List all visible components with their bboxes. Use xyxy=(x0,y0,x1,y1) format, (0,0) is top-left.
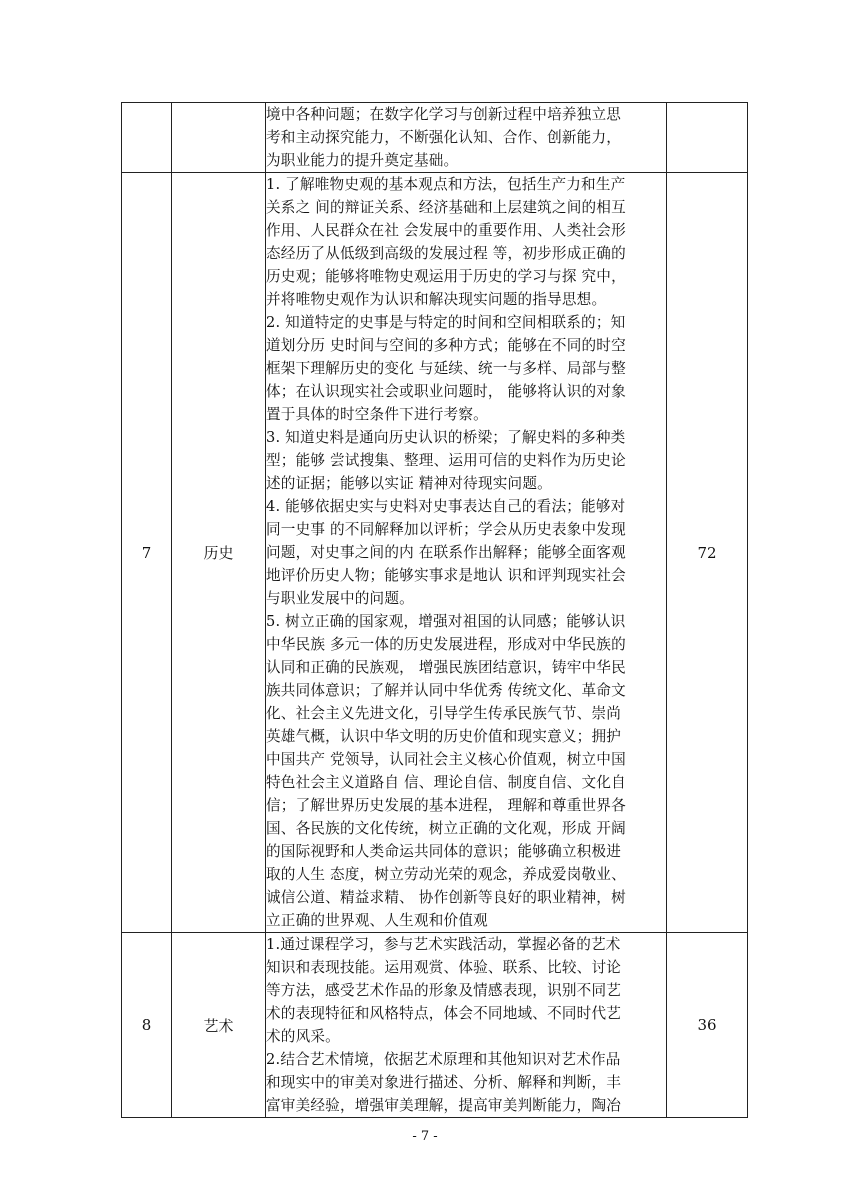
goal-text-line: 并将唯物史观作为认识和解决现实问题的指导思想。 xyxy=(266,291,607,308)
row-number-cell: 7 xyxy=(122,173,172,933)
course-name-cell xyxy=(172,103,266,173)
goal-text-line: 立正确的世界观、人生观和价值观 xyxy=(266,912,488,929)
goal-text-line: 诚信公道、精益求精、 协作创新等良好的职业精神，树 xyxy=(266,889,626,906)
goal-text-line: 4. 能够依据史实与史料对史事表达自己的看法；能够对 xyxy=(266,498,626,515)
goal-text-line: 作用、人民群众在社 会发展中的重要作用、人类社会形 xyxy=(266,222,626,239)
table-row xyxy=(122,173,748,933)
goal-text-line: 化、社会主义先进文化，引导学生传承民族气节、崇尚 xyxy=(266,705,622,722)
course-goals-cell xyxy=(266,933,667,1118)
goal-text-line: 族共同体意识；了解并认同中华优秀 传统文化、革命文 xyxy=(266,682,626,699)
table-row xyxy=(122,933,748,1118)
goal-text-line: 历史观；能够将唯物史观运用于历史的学习与探 究中， xyxy=(266,268,626,285)
goal-text-line: 道划分历 史时间与空间的多种方式；能够在不同的时空 xyxy=(266,337,626,354)
goal-text-line: 英雄气概，认识中华文明的历史价值和现实意义；拥护 xyxy=(266,728,622,745)
goal-text-line: 3. 知道史料是通向历史认识的桥梁；了解史料的多种类 xyxy=(266,429,626,446)
goal-text-line: 型；能够 尝试搜集、整理、运用可信的史料作为历史论 xyxy=(266,452,626,469)
goal-text-line: 认同和正确的民族观， 增强民族团结意识，铸牢中华民 xyxy=(266,659,626,676)
goal-text-line: 关系之 间的辩证关系、经济基础和上层建筑之间的相互 xyxy=(266,199,626,216)
goal-text-line: 框架下理解历史的变化 与延续、统一与多样、局部与整 xyxy=(266,360,626,377)
goal-text-line: 2. 知道特定的史事是与特定的时间和空间相联系的；知 xyxy=(266,314,626,331)
goal-text-line: 取的人生 态度，树立劳动光荣的观念，养成爱岗敬业、 xyxy=(266,866,626,883)
course-goals-cell xyxy=(266,103,667,173)
goal-text-line: 的国际视野和人类命运共同体的意识；能够确立积极进 xyxy=(266,843,622,860)
goal-text-line: 信；了解世界历史发展的基本进程， 理解和尊重世界各 xyxy=(266,797,626,814)
goal-text-line: 1.通过课程学习，参与艺术实践活动，掌握必备的艺术 xyxy=(266,936,621,953)
goal-text-line: 国、各民族的文化传统，树立正确的文化观，形成 开阔 xyxy=(266,820,626,837)
goal-text-line: 2.结合艺术情境，依据艺术原理和其他知识对艺术作品 xyxy=(266,1051,621,1068)
row-number-cell: 8 xyxy=(122,933,172,1118)
goal-text-line: 术的表现特征和风格特点，体会不同地域、不同时代艺 xyxy=(266,1005,622,1022)
goal-text-line: 境中各种问题；在数字化学习与创新过程中培养独立思 xyxy=(266,106,622,123)
course-name-cell: 艺术 xyxy=(172,933,266,1118)
class-hours-cell: 36 xyxy=(667,933,748,1118)
goal-text-line: 为职业能力的提升奠定基础。 xyxy=(266,152,459,169)
curriculum-table xyxy=(121,102,748,1118)
class-hours-cell xyxy=(667,103,748,173)
goal-text-line: 中国共产 党领导，认同社会主义核心价值观，树立中国 xyxy=(266,751,626,768)
course-name-cell: 历史 xyxy=(172,173,266,933)
goal-text-line: 特色社会主义道路自 信、理论自信、制度自信、文化自 xyxy=(266,774,626,791)
goal-text-line: 同一史事 的不同解释加以评析；学会从历史表象中发现 xyxy=(266,521,626,538)
goal-text-line: 富审美经验，增强审美理解，提高审美判断能力，陶冶 xyxy=(266,1097,622,1114)
goal-text-line: 等方法，感受艺术作品的形象及情感表现，识别不同艺 xyxy=(266,982,622,999)
goal-text-line: 1. 了解唯物史观的基本观点和方法，包括生产力和生产 xyxy=(266,176,626,193)
goal-text-line: 地评价历史人物；能够实事求是地认 识和评判现实社会 xyxy=(266,567,626,584)
goal-text-line: 体；在认识现实社会或职业问题时， 能够将认识的对象 xyxy=(266,383,626,400)
goal-text-line: 问题，对史事之间的内 在联系作出解释；能够全面客观 xyxy=(266,544,626,561)
table-row xyxy=(122,103,748,173)
goal-text-line: 和现实中的审美对象进行描述、分析、解释和判断，丰 xyxy=(266,1074,622,1091)
goal-text-line: 态经历了从低级到高级的发展过程 等，初步形成正确的 xyxy=(266,245,626,262)
table-body xyxy=(122,103,748,1118)
goal-text-line: 与职业发展中的问题。 xyxy=(266,590,414,607)
goal-text-line: 知识和表现技能。运用观赏、体验、联系、比较、讨论 xyxy=(266,959,622,976)
goal-text-line: 述的证据；能够以实证 精神对待现实问题。 xyxy=(266,475,552,492)
goal-text-line: 术的风采。 xyxy=(266,1028,340,1045)
class-hours-cell: 72 xyxy=(667,173,748,933)
page-number: - 7 - xyxy=(412,1129,438,1144)
goal-text-line: 置于具体的时空条件下进行考察。 xyxy=(266,406,488,423)
course-goals-cell xyxy=(266,173,667,933)
goal-text-line: 5. 树立正确的国家观，增强对祖国的认同感；能够认识 xyxy=(266,613,626,630)
goal-text-line: 中华民族 多元一体的历史发展进程，形成对中华民族的 xyxy=(266,636,626,653)
row-number-cell xyxy=(122,103,172,173)
goal-text-line: 考和主动探究能力，不断强化认知、合作、创新能力， xyxy=(266,129,622,146)
